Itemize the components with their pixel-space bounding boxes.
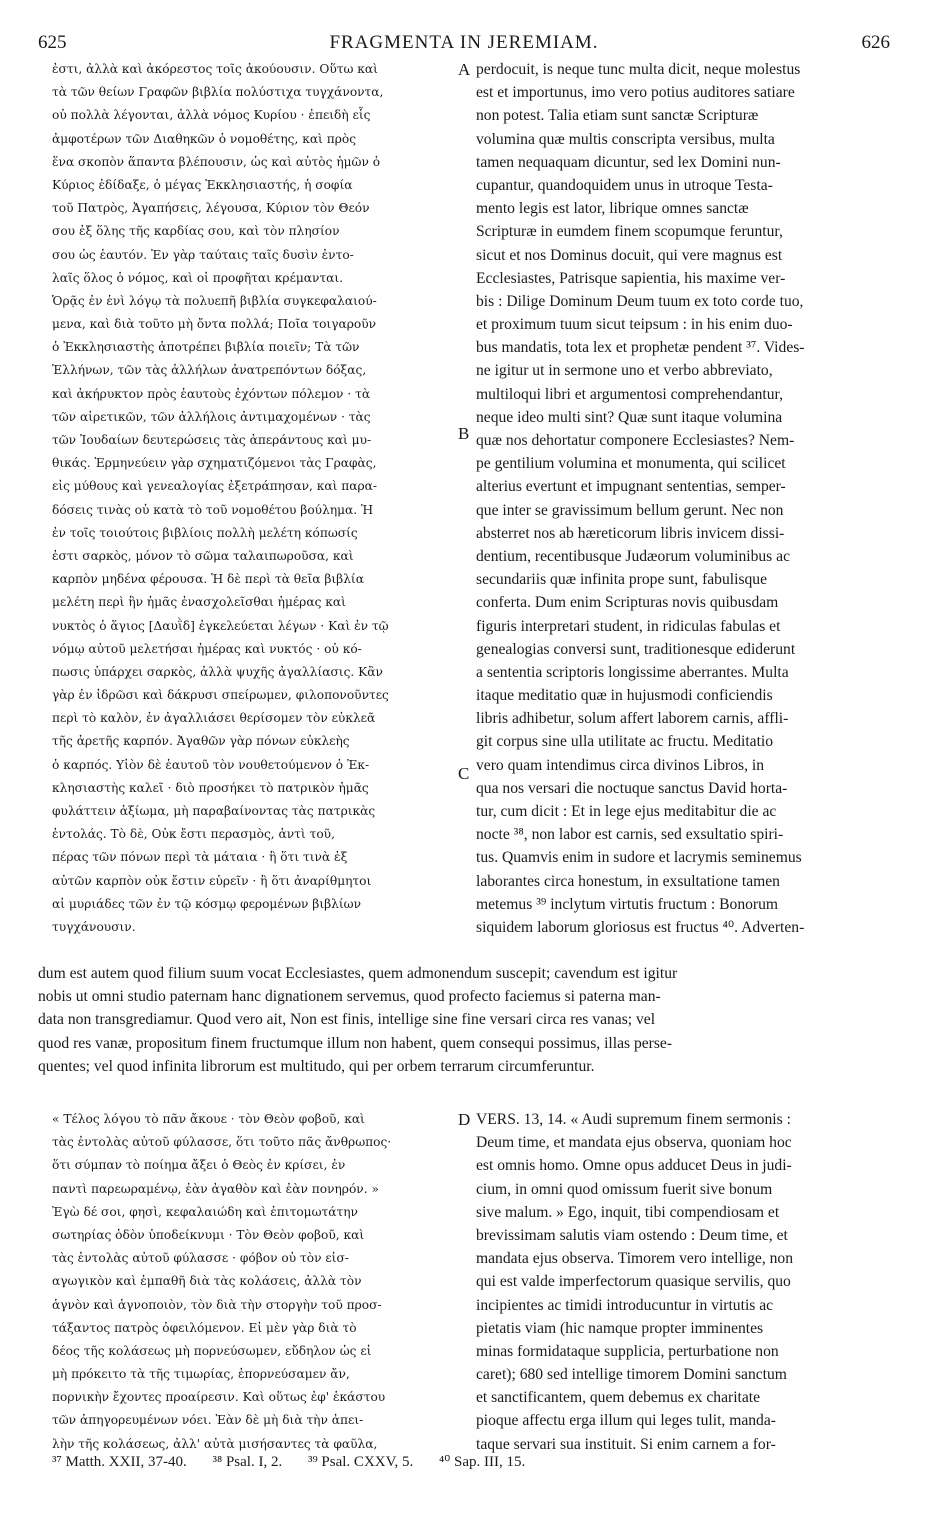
text-line: νόμῳ αὐτοῦ μελετήσαι ἡμέρας καὶ νυκτός · οὐ κό- <box>52 641 362 656</box>
text-line: cium, in omni quod omissum fuerit sive bonum <box>476 1180 773 1198</box>
text-line: Ἑλλήνων, τῶν τὰς ἀλλήλων ἀνατρεπόντων δόξας, <box>52 363 367 378</box>
text-line: « Τέλος λόγου τὸ πᾶν ἄκουε · τὸν Θεὸν φοβοῦ, καὶ <box>52 1112 365 1126</box>
text-line: ἀμφοτέρων τῶν Διαθηκῶν ὁ νομοθέτης, καὶ πρὸς <box>52 131 357 146</box>
text-line: quæ nos dehortatur componere Ecclesiastes? Nem- <box>476 432 795 449</box>
page-number-right: 626 <box>861 32 890 53</box>
text-line: ὁ καρπός. Υἱὸν δὲ ἑαυτοῦ τὸν νουθετούμενον ὁ Ἐκ- <box>52 757 370 772</box>
text-line: que inter se gravissimum bellum gerunt. Nec non <box>476 501 784 519</box>
text-line: τὰς ἐντολὰς αὐτοῦ φύλασσε · φόβον οὐ τὸν εἰσ- <box>52 1251 349 1266</box>
footnote: ³⁹ Psal. CXXV, 5. <box>307 1454 414 1470</box>
footnotes <box>52 1452 892 1471</box>
text-line: σωτηρίας ὁδὸν ὑποδείκνυμι · Τὸν Θεὸν φοβοῦ, καὶ <box>52 1227 365 1242</box>
text-line: καὶ ἀκήρυκτον πρὸς ἑαυτοὺς ἐχόντων πόλεμον · τὰ <box>52 386 371 401</box>
text-line: cupantur, quandoquidem unus in utroque Testa- <box>476 176 773 194</box>
text-line: tamen nequaquam dicuntur, sed lex Domini nun- <box>476 153 781 171</box>
latin-column-top <box>476 58 894 939</box>
text-line: quentes; vel quod infinita librorum est multitudo, qui per orbem terrarum circumferuntur. <box>38 1057 595 1075</box>
text-line: μενα, καὶ διὰ τοῦτο μὴ ὄντα πολλά; Ποῖα τοιγαροῦν <box>52 317 377 332</box>
text-line: σου ὡς ἑαυτόν. Ἐν γὰρ ταύταις ταῖς δυσὶν ἐντο- <box>52 247 354 262</box>
running-title: FRAGMENTA IN JEREMIAM. <box>329 32 599 53</box>
text-line: δέος τῆς κολάσεως μὴ πορνεύσωμεν, εὔδηλον ὡς εἰ <box>52 1343 372 1358</box>
margin-marker-a: A <box>458 60 471 79</box>
text-line: ἁγνὸν καὶ ἁγνοποιὸν, τὸν διὰ τὴν στοργὴν τοῦ προσ- <box>52 1297 382 1312</box>
text-line: καρπὸν μηδένα φέρουσα. Ἡ δὲ περὶ τὰ θεῖα βιβλία <box>52 572 364 587</box>
text-line: taque servari sua instituit. Si enim carnem a for- <box>476 1435 776 1453</box>
text-line: ἐν τοῖς τοιούτοις βιβλίοις πολλὴ μελέτη κόπωσίς <box>52 525 358 540</box>
text-line: πέρας τῶν πόνων περὶ τὰ μάταια · ἢ ὅτι τινὰ ἐξ <box>52 850 348 865</box>
text-line: est omnis homo. Omne opus adducet Deus in judi- <box>476 1157 792 1175</box>
text-line: et sanctificantem, quem debemus ex charitate <box>476 1389 761 1407</box>
text-line: non potest. Talia etiam sunt sanctæ Scripturæ <box>476 107 759 125</box>
text-line: metemus ³⁹ inclytum virtutis fructum : Bonorum <box>476 895 779 913</box>
text-line: τῆς ἀρετῆς καρπόν. Ἀγαθῶν γὰρ πόνων εὐκλεὴς <box>52 734 350 749</box>
text-line: secundariis quæ infinita prope sunt, fabulisque <box>476 571 768 589</box>
text-line: τὰ τῶν θείων Γραφῶν βιβλία πολύστιχα τυγχάνοντα, <box>52 85 384 100</box>
text-line: δόσεις τινὰς οὐ κατὰ τὸ τοῦ νομοθέτου βούλημα. Ἡ <box>52 502 374 517</box>
text-line: pioque affectu erga illum qui leges tulit, manda- <box>476 1412 776 1430</box>
text-line: ἐστι, ἀλλὰ καὶ ἀκόρεστος τοῖς ἀκούουσιν. Οὕτω καὶ <box>52 62 378 76</box>
text-line: ἐστι σαρκὸς, μόνον τὸ σῶμα ταλαιπωροῦσα, καὶ <box>52 548 354 563</box>
text-line: πορνικὴν ἔχοντες προαίρεσιν. Καὶ οὕτως ἐφ' ἑκάστου <box>52 1390 386 1405</box>
latin-column-bottom <box>476 1108 894 1456</box>
text-line: pe gentilium volumina et monumenta, qui scilicet <box>476 455 786 473</box>
text-line: ne igitur ut in sermone uno et verbo abbreviato, <box>476 362 773 380</box>
text-line: dum est autem quod filium suum vocat Ecclesiastes, quem admonendum suscepit; cavendum est igitur <box>38 965 678 982</box>
text-line: εἰς μύθους καὶ γενεαλογίας ἐξετράπησαν, καὶ παρα- <box>52 479 377 494</box>
text-line: conferta. Dum enim Scripturas novis quibusdam <box>476 594 779 612</box>
text-line: tur, cum dicit : Et in lege ejus meditabitur die ac <box>476 803 777 820</box>
text-line: minas formidataque supplicia, perturbatione non <box>476 1342 779 1360</box>
text-line: libris adhibetur, solum affert laborem carnis, affli- <box>476 710 789 728</box>
text-line: a sententia scriptoris longissime aberrantes. Multa <box>476 663 789 681</box>
text-line: περὶ τὸ καλὸν, ἐν ἀγαλλιάσει θερίσομεν τὸν εὐκλεᾶ <box>52 711 376 726</box>
text-line: alterius evertunt et impugnant sententias, semper- <box>476 478 786 496</box>
text-line: qua nos versari die noctuque sanctus David horta- <box>476 779 788 797</box>
text-line: σου ἐξ ὅλης τῆς καρδίας σου, καὶ τὸν πλησίον <box>52 224 340 239</box>
text-line: θικάς. Ἑρμηνεύειν γὰρ σχηματιζόμενοι τὰς Γραφὰς, <box>52 456 377 471</box>
footnote: ⁴⁰ Sap. III, 15. <box>439 1454 526 1470</box>
text-line: laborantes circa honestum, in exsultatione tamen <box>476 872 780 890</box>
text-line: et proximum tuum sicut teipsum : in his enim duo- <box>476 316 793 334</box>
text-line: qui est valde imperfectorum quasique servilis, quo <box>476 1273 791 1291</box>
text-line: τυγχάνουσιν. <box>52 919 136 934</box>
text-line: τῶν Ἰουδαίων δευτερώσεις τὰς ἀπεράντους καὶ μυ- <box>52 433 372 447</box>
text-line: τάξαντος πατρὸς ὀφειλόμενον. Εἰ μὲν γὰρ διὰ τὸ <box>52 1320 357 1335</box>
text-line: brevissimam salutis viam ostendo : Deum time, et <box>476 1226 788 1244</box>
text-line: Κύριος ἐδίδαξε, ὁ μέγας Ἐκκλησιαστής, ἡ σοφία <box>52 177 353 192</box>
text-line: neque ideo multi sint? Quæ sunt itaque volumina <box>476 408 783 426</box>
text-line: nocte ³⁸, non labor est carnis, sed exsultatio spiri- <box>476 826 784 844</box>
text-line: incipientes ac timidi introducuntur in virtutis ac <box>476 1296 774 1314</box>
greek-column-top <box>52 58 452 939</box>
text-line: Ecclesiastes, Patrisque sapientia, his maxime ver- <box>476 269 786 287</box>
text-line: absterret nos ab hæreticorum libris invicem dissi- <box>476 524 785 542</box>
text-line: φυλάττειν ἀξίωμα, μὴ παραβαίνοντας τὰς πατρικὰς <box>52 804 376 818</box>
margin-marker-b: B <box>458 424 470 443</box>
text-line: mento legis est lator, librique omnes sanctæ <box>476 200 749 218</box>
text-line: quod res vanæ, propositum finem fructumque illum non habent, quem consequi possimus, illas perse- <box>38 1034 673 1052</box>
text-line: git corpus sine ulla utilitate ac fructu. Meditatio <box>476 733 774 751</box>
running-header <box>38 32 890 60</box>
text-line: sive malum. » Ego, inquit, tibi compendiosam et <box>476 1203 780 1221</box>
text-line: bis : Dilige Dominum Deum tuum ex toto corde tuo, <box>476 292 804 310</box>
text-line: τὰς ἐντολὰς αὐτοῦ φύλασσε, ὅτι τοῦτο πᾶς ἄνθρωπος· <box>52 1135 392 1150</box>
footnote: ³⁸ Psal. I, 2. <box>212 1454 283 1470</box>
text-line: VERS. 13, 14. « Audi supremum finem sermonis : <box>476 1111 791 1128</box>
text-line: vero quam intendimus circa divinos Libros, in <box>476 756 764 774</box>
text-line: τῶν ἀπηγορευμένων νόει. Ἐὰν δὲ μὴ διὰ τὴν ἀπει- <box>52 1413 364 1428</box>
text-line: ἕνα σκοπὸν ἅπαντα βλέπουσιν, ὡς καὶ αὐτὸς ἡμῶν ὁ <box>52 154 381 169</box>
greek-column-bottom <box>52 1108 452 1456</box>
text-line: οὐ πολλὰ λέγονται, ἀλλὰ νόμος Κυρίου · ἐπειδὴ εἷς <box>52 108 371 123</box>
text-line: sicut et nos Dominus docuit, qui vere magnus est <box>476 246 783 264</box>
text-line: λαῖς ὅλος ὁ νόμος, καὶ οἱ προφῆται κρέμανται. <box>52 270 344 285</box>
text-line: caret); 680 sed intellige timorem Domini sanctum <box>476 1366 787 1384</box>
text-line: λὴν τῆς κολάσεως, ἀλλ' αὐτὰ μισήσαντες τὰ φαῦλα, <box>52 1436 378 1451</box>
text-line: Ὁρᾷς ἐν ἑνὶ λόγῳ τὰ πολυεπῆ βιβλία συγκεφαλαιού- <box>52 293 377 308</box>
text-line: volumina quæ multis conscripta versibus, multa <box>476 130 775 148</box>
footnote: ³⁷ Matth. XXII, 37-40. <box>52 1454 187 1470</box>
text-line: perdocuit, is neque tunc multa dicit, neque molestus <box>476 61 801 78</box>
text-line: bus mandatis, tota lex et prophetæ pendent ³⁷. Vides- <box>476 339 805 357</box>
text-line: pietatis viam (hic namque propter imminentes <box>476 1319 764 1337</box>
text-line: itaque meditatio quæ in hujusmodi conficiendis <box>476 687 773 705</box>
text-line: est et importunus, imo vero potius auditores satiare <box>476 84 795 102</box>
text-line: γὰρ ἐν ἱδρῶσι καὶ δάκρυσι σπείρωμεν, φιλοπονοῦντες <box>52 688 389 703</box>
text-line: mandata ejus observa. Timorem vero intellige, non <box>476 1250 794 1268</box>
text-line: data non transgrediamur. Quod vero ait, Non est finis, intellige sine fine versari circa res vanas; vel <box>38 1011 656 1029</box>
text-line: παντὶ παρεωραμένῳ, ἐὰν ἀγαθὸν καὶ ἐὰν πονηρόν. » <box>52 1181 379 1196</box>
text-line: tus. Quamvis enim in sudore et lacrymis seminemus <box>476 849 802 867</box>
full-width-paragraph <box>38 962 894 1078</box>
text-line: ἐντολάς. Τὸ δὲ, Οὐκ ἔστι περασμὸς, ἀντὶ τοῦ, <box>52 827 335 842</box>
text-line: ὁ Ἐκκλησιαστὴς ἀποτρέπει βιβλία ποιεῖν; Τὰ τῶν <box>52 340 360 355</box>
margin-marker-c: C <box>458 764 470 783</box>
text-line: κλησιαστὴς καλεῖ · διὸ προσήκει τὸ πατρικὸν ἡμᾶς <box>52 780 369 795</box>
text-line: Deum time, et mandata ejus observa, quoniam hoc <box>476 1134 792 1152</box>
text-line: τῶν αἱρετικῶν, τῶν ἀλλήλοις ἀντιμαχομένων · τὰς <box>52 409 371 424</box>
text-line: Ἐγὼ δέ σοι, φησὶ, κεφαλαιώδη καὶ ἐπιτομωτάτην <box>52 1204 358 1219</box>
text-line: nobis ut omni studio paternam hanc dignationem servemus, quod profecto faciemus si paterna man- <box>38 988 661 1006</box>
text-line: αγωγικὸν καὶ ἐμπαθῆ διὰ τὰς κολάσεις, ἀλλὰ τὸν <box>52 1274 362 1289</box>
text-line: τοῦ Πατρὸς, Ἀγαπήσεις, λέγουσα, Κύριον τὸν Θεόν <box>52 201 370 216</box>
page-number-left: 625 <box>38 32 67 53</box>
text-line: αὐτῶν καρπὸν οὐκ ἔστιν εὑρεῖν · ἢ ὅτι ἀναρίθμητοι <box>52 873 372 888</box>
text-line: multiloqui libri et argumentosi comprehendantur, <box>476 385 784 403</box>
text-line: νυκτὸς ὁ ἅγιος [Δαυῒδ] ἐγκελεύεται λέγων · Καὶ ἐν τῷ <box>52 618 389 633</box>
text-line: siquidem laborum gloriosus est fructus ⁴⁰. Adverten- <box>476 918 805 936</box>
text-line: figuris interpretari student, in ridiculas fabulas et <box>476 617 781 635</box>
text-line: dentium, recentibusque Judæorum voluminibus ac <box>476 547 790 565</box>
text-line: μελέτη περὶ ἣν ἡμᾶς ἐνασχολεῖσθαι ἡμέρας καὶ <box>52 595 346 610</box>
text-line: ὅτι σύμπαν τὸ ποίημα ἄξει ὁ Θεὸς ἐν κρίσει, ἐν <box>52 1158 346 1173</box>
margin-marker-d: D <box>458 1110 471 1129</box>
text-line: αἱ μυριάδες τῶν ἐν τῷ κόσμῳ φερομένων βιβλίων <box>52 896 362 911</box>
text-line: Scripturæ in eumdem finem scopumque feruntur, <box>476 223 783 241</box>
text-line: μὴ πρόκειτο τὰ τῆς τιμωρίας, ἐπορνεύσαμεν ἄν, <box>52 1367 350 1382</box>
text-line: πωσις ὑπάρχει σαρκὸς, ἀλλὰ ψυχῆς ἀγαλλίασις. Κἂν <box>52 664 383 679</box>
text-line: genealogias conversi sunt, traditionesque ediderunt <box>476 640 796 658</box>
